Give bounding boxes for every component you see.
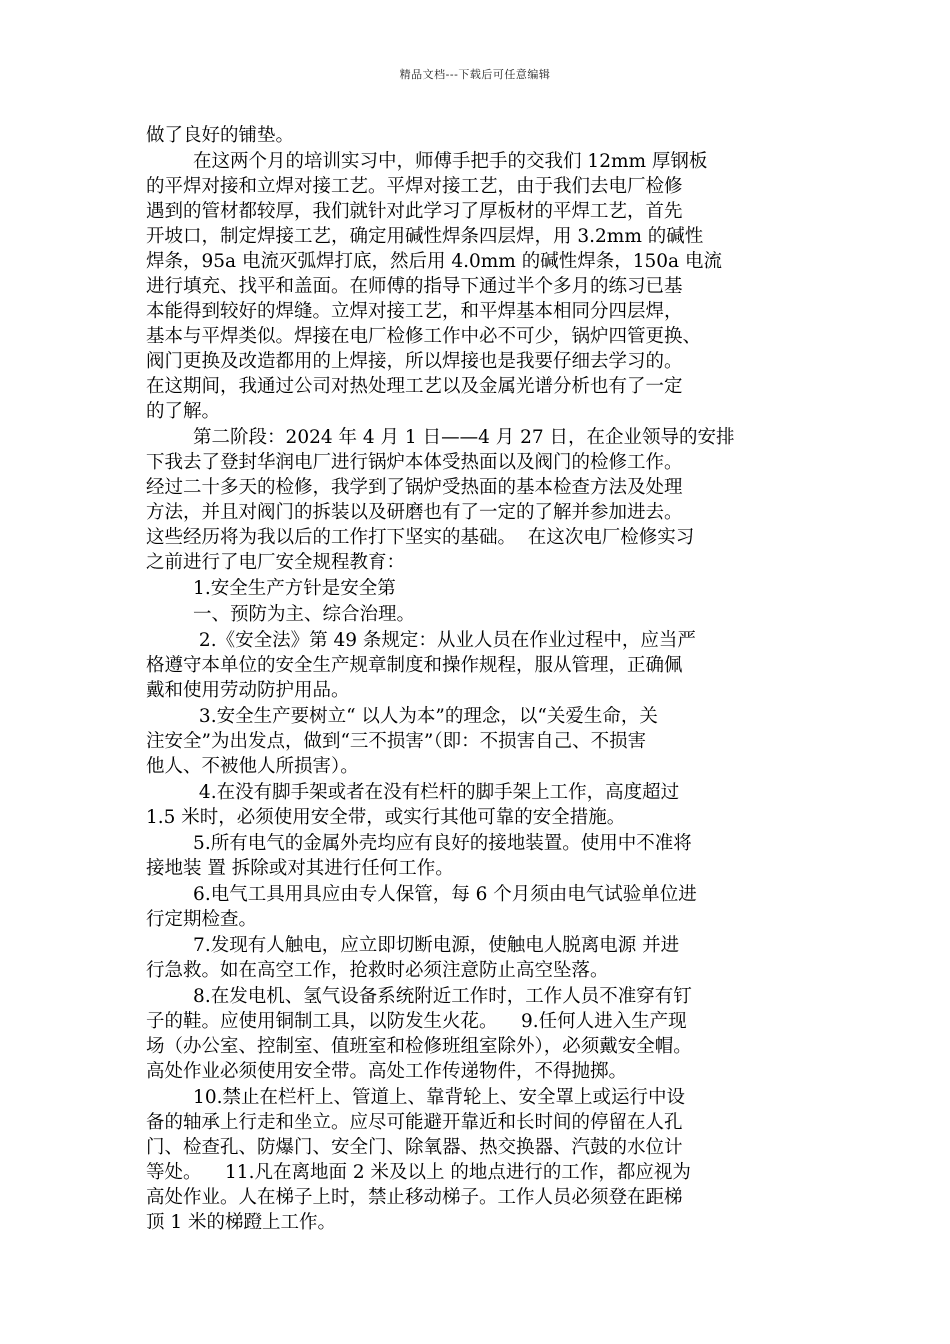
- text-line: 10.禁止在栏杆上、管道上、靠背轮上、安全罩上或运行中设: [146, 1087, 685, 1108]
- text-line: 6.电气工具用具应由专人保管，每 6 个月须由电气试验单位进: [146, 884, 697, 905]
- paragraph: [146, 933, 836, 983]
- text-line: 格遵守本单位的安全生产规章制度和操作规程，服从管理，正确佩: [146, 655, 683, 676]
- paragraph: [146, 149, 836, 424]
- text-line: 高处作业必须使用安全带。高处工作传递物件，不得抛掷。: [146, 1061, 628, 1082]
- paragraph: [146, 831, 836, 881]
- text-line: 子的鞋。应使用铜制工具，以防发生火花。 9.任何人进入生产现: [146, 1011, 687, 1032]
- text-line: 焊条，95a 电流灭弧焊打底，然后用 4.0mm 的碱性焊条，150a 电流: [146, 251, 722, 272]
- text-line: 5.所有电气的金属外壳均应有良好的接地装置。使用中不准将: [146, 833, 692, 854]
- text-line: 这些经历将为我以后的工作打下坚实的基础。 在这次电厂检修实习: [146, 527, 695, 548]
- text-line: 进行填充、找平和盖面。在师傅的指导下通过半个多月的练习已基: [146, 276, 683, 297]
- paragraph: [146, 1085, 836, 1235]
- paragraph: [146, 602, 836, 627]
- text-line: 他人、不被他人所损害）。: [146, 756, 359, 777]
- text-line: 基本与平焊类似。焊接在电厂检修工作中必不可少，锅炉四管更换、: [146, 326, 702, 347]
- paragraph: [146, 704, 836, 779]
- text-line: 注安全”为出发点，做到“三不损害”（即：不损害自己、不损害: [146, 731, 647, 752]
- text-line: 1.安全生产方针是安全第: [146, 578, 396, 599]
- text-line: 阀门更换及改造都用的上焊接，所以焊接也是我要仔细去学习的。: [146, 351, 683, 372]
- text-line: 门、检查孔、防爆门、安全门、除氧器、热交换器、汽鼓的水位计: [146, 1137, 683, 1158]
- paragraph: [146, 123, 836, 148]
- paragraph: [146, 780, 836, 830]
- text-line: 顶 1 米的梯蹬上工作。: [146, 1212, 337, 1233]
- text-line: 的了解。: [146, 401, 221, 422]
- text-line: 3.安全生产要树立“ 以人为本”的理念，以“关爱生命，关: [146, 706, 658, 727]
- text-line: 的平焊对接和立焊对接工艺。平焊对接工艺，由于我们去电厂检修: [146, 176, 683, 197]
- paragraph: [146, 425, 836, 575]
- text-line: 高处作业。人在梯子上时，禁止移动梯子。工作人员必须登在距梯: [146, 1187, 683, 1208]
- page-header: 精品文档---下载后可任意编辑: [399, 68, 551, 81]
- text-line: 做了良好的铺垫。: [146, 125, 295, 146]
- text-line: 第二阶段：2024 年 4 月 1 日——4 月 27 日，在企业领导的安排: [146, 427, 735, 448]
- paragraph: [146, 882, 836, 932]
- text-line: 经过二十多天的检修，我学到了锅炉受热面的基本检查方法及处理: [146, 477, 683, 498]
- text-line: 行定期检查。: [146, 909, 258, 930]
- text-line: 7.发现有人触电，应立即切断电源，使触电人脱离电源 并进: [146, 935, 680, 956]
- text-line: 本能得到较好的焊缝。立焊对接工艺，和平焊基本相同分四层焊，: [146, 301, 683, 322]
- text-line: 开坡口，制定焊接工艺，确定用碱性焊条四层焊，用 3.2mm 的碱性: [146, 226, 704, 247]
- text-line: 4.在没有脚手架或者在没有栏杆的脚手架上工作，高度超过: [146, 782, 680, 803]
- text-line: 1.5 米时，必须使用安全带，或实行其他可靠的安全措施。: [146, 807, 626, 828]
- text-line: 备的轴承上行走和坐立。应尽可能避开靠近和长时间的停留在人孔: [146, 1112, 683, 1133]
- text-line: 2.《安全法》第 49 条规定：从业人员在作业过程中，应当严: [146, 630, 696, 651]
- text-line: 一、预防为主、综合治理。: [146, 604, 416, 625]
- paragraph: [146, 984, 836, 1084]
- text-line: 之前进行了电厂安全规程教育：: [146, 552, 406, 573]
- text-line: 遇到的管材都较厚，我们就针对此学习了厚板材的平焊工艺，首先: [146, 201, 683, 222]
- text-line: 在这两个月的培训实习中，师傅手把手的交我们 12mm 厚钢板: [146, 151, 708, 172]
- text-line: 戴和使用劳动防护用品。: [146, 680, 350, 701]
- text-line: 等处。 11.凡在离地面 2 米及以上 的地点进行的工作，都应视为: [146, 1162, 691, 1183]
- text-line: 8.在发电机、氢气设备系统附近工作时，工作人员不准穿有钉: [146, 986, 692, 1007]
- paragraph: [146, 576, 836, 601]
- document-body: [146, 123, 836, 1235]
- text-line: 方法，并且对阀门的拆装以及研磨也有了一定的了解并参加进去。: [146, 502, 683, 523]
- text-line: 场（办公室、控制室、值班室和检修班组室除外），必须戴安全帽。: [146, 1036, 692, 1057]
- text-line: 在这期间，我通过公司对热处理工艺以及金属光谱分析也有了一定: [146, 376, 683, 397]
- text-line: 下我去了登封华润电厂进行锅炉本体受热面以及阀门的检修工作。: [146, 452, 683, 473]
- text-line: 接地装 置 拆除或对其进行任何工作。: [146, 858, 454, 879]
- text-line: 行急救。如在高空工作，抢救时必须注意防止高空坠落。: [146, 960, 609, 981]
- paragraph: [146, 628, 836, 703]
